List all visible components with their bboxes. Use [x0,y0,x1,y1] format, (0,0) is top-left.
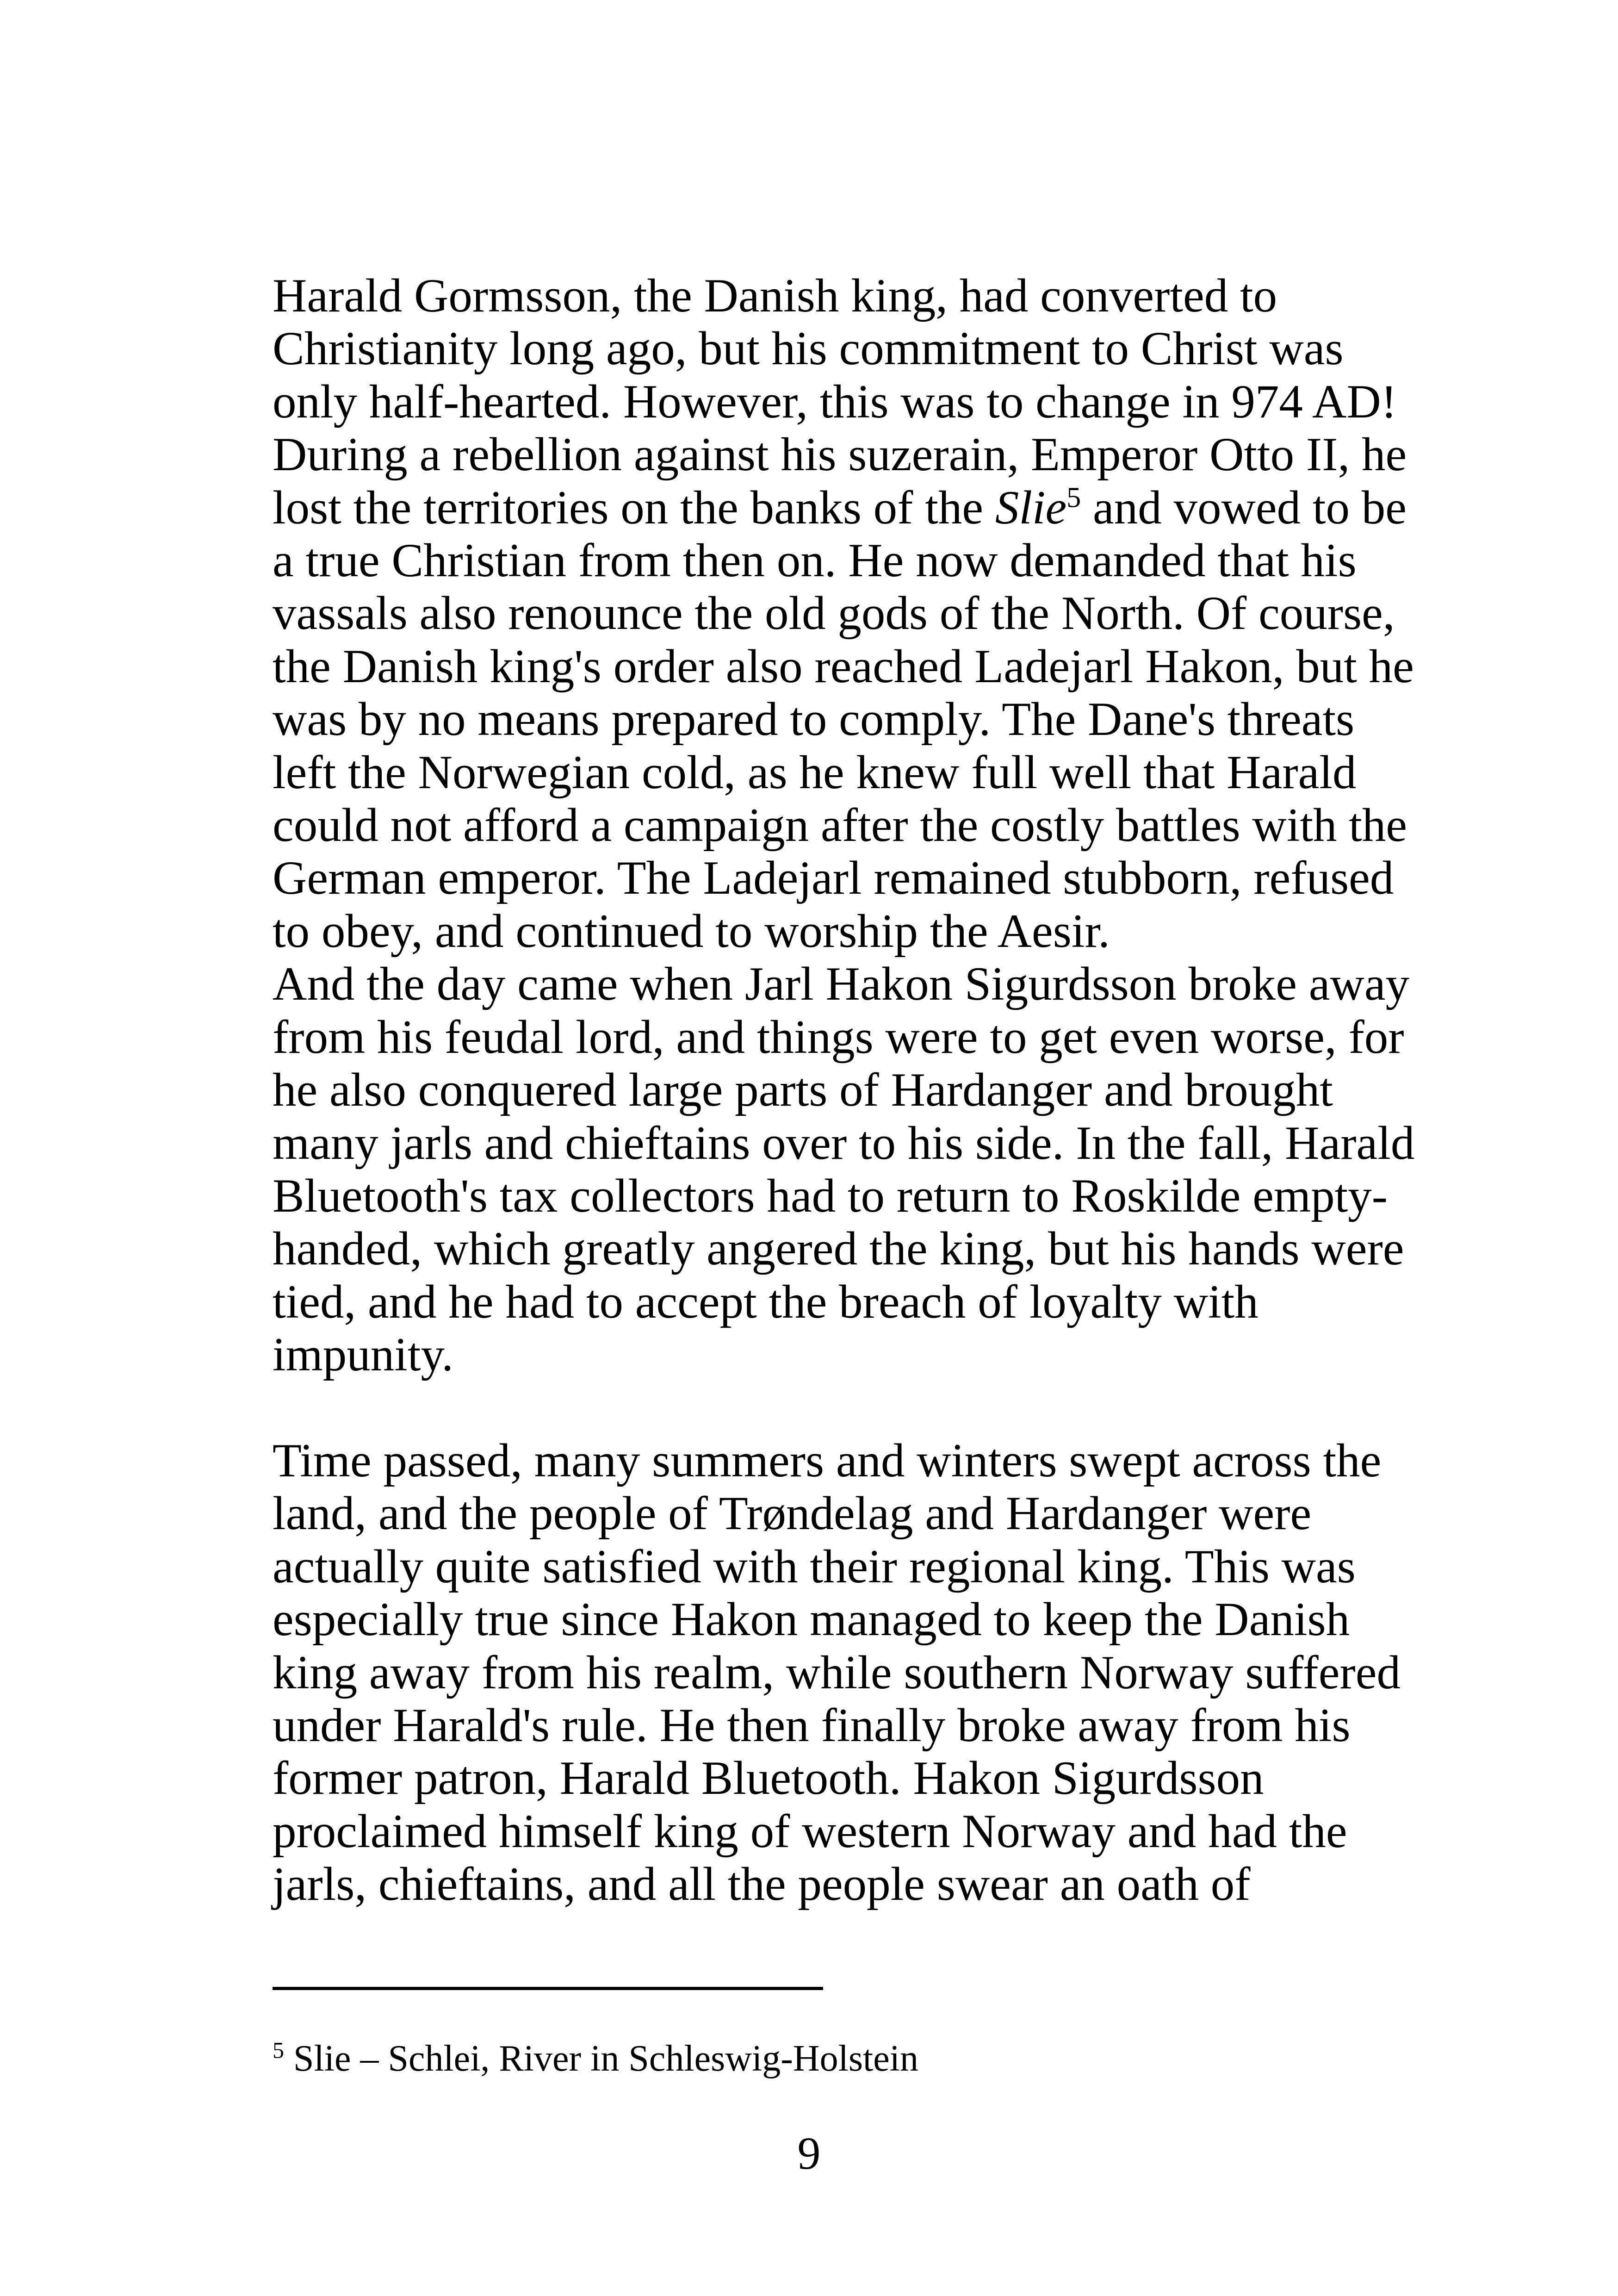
text-line: the Danish king's order also reached Ladejarl Hakon, but he [273,640,1414,693]
text-line: Time passed, many summers and winters swept across the [273,1434,1382,1487]
text-segment: lost the territories on the banks of the [273,481,995,534]
text-line: impunity. [273,1328,454,1381]
text-line [273,481,1407,534]
text-line: vassals also renounce the old gods of the North. Of course, [273,587,1395,640]
text-line: especially true since Hakon managed to keep the Danish [273,1593,1350,1646]
text-line: German emperor. The Ladejarl remained stubborn, refused [273,852,1394,905]
text-line: could not afford a campaign after the costly battles with the [273,799,1407,852]
text-line: from his feudal lord, and things were to get even worse, for [273,1010,1404,1064]
footnote-text: Slie – Schlei, River in Schleswig-Holstein [284,2038,918,2079]
text-line: Bluetooth's tax collectors had to return to Roskilde empty- [273,1169,1388,1222]
text-line: king away from his realm, while southern Norway suffered [273,1646,1401,1699]
text-line: former patron, Harald Bluetooth. Hakon Sigurdsson [273,1752,1264,1805]
text-line: a true Christian from then on. He now demanded that his [273,534,1357,587]
page-number: 9 [797,2128,821,2179]
footnote [273,2035,918,2082]
paragraph-3 [273,1434,1401,1911]
paragraph-2 [273,958,1415,1381]
text-line: handed, which greatly angered the king, but his hands were [273,1222,1404,1276]
text-line: land, and the people of Trøndelag and Hardanger were [273,1487,1312,1540]
body-text [273,269,1415,1911]
text-line: actually quite satisfied with their regional king. This was [273,1540,1356,1593]
text-segment: and vowed to be [1081,481,1407,534]
text-line: was by no means prepared to comply. The Dane's threats [273,693,1355,746]
footnote-divider [273,1987,823,1990]
paragraph-spacer [273,1381,1392,1434]
text-line: he also conquered large parts of Hardanger and brought [273,1064,1333,1117]
text-line: Harald Gormsson, the Danish king, had converted to [273,269,1277,322]
text-line: Christianity long ago, but his commitment to Christ was [273,322,1344,375]
paragraph-1 [273,269,1414,958]
text-line: many jarls and chieftains over to his side. In the fall, Harald [273,1116,1415,1170]
text-line: During a rebellion against his suzerain, Emperor Otto II, he [273,428,1407,481]
text-line: under Harald's rule. He then finally broke away from his [273,1699,1351,1752]
footnote-number: 5 [273,2037,284,2063]
footnote-reference: 5 [1066,482,1081,514]
text-line: tied, and he had to accept the breach of loyalty with [273,1275,1258,1328]
italic-term-slie: Slie [995,481,1067,534]
text-line: proclaimed himself king of western Norway and had the [273,1804,1347,1858]
text-line: jarls, chieftains, and all the people swear an oath of [273,1858,1251,1911]
text-line: left the Norwegian cold, as he knew full well that Harald [273,746,1357,799]
text-line: And the day came when Jarl Hakon Sigurdsson broke away [273,958,1410,1011]
text-line: to obey, and continued to worship the Aesir. [273,904,1110,958]
text-line: only half-hearted. However, this was to change in 974 AD! [273,375,1397,428]
